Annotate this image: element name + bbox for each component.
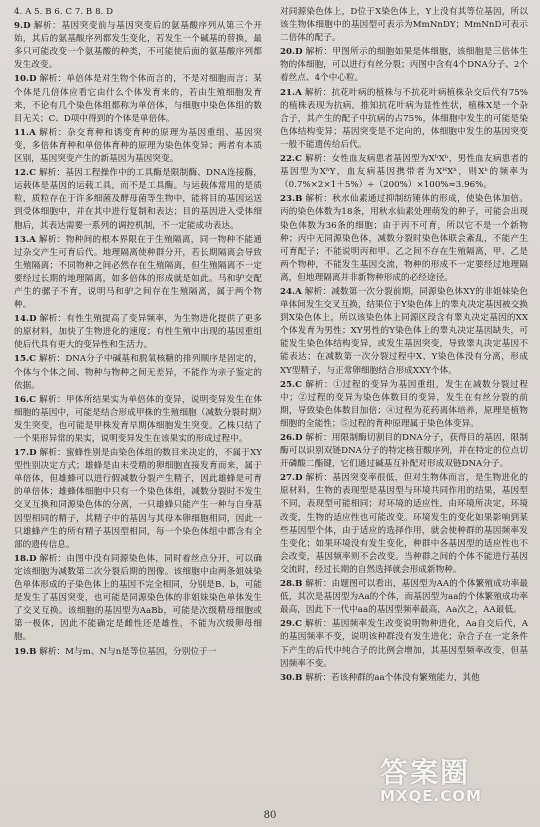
explanation-text: 解析：杂交育种和诱变育种的原理为基因重组、基因突变，多倍体育种和单倍体育种的原理为染色体变异；两者有本质区别，基因突变产生的新基因为基因突变。 <box>14 127 262 165</box>
answer-choice: D <box>295 433 303 443</box>
answer-item <box>280 472 528 577</box>
question-number: 13. <box>14 234 30 245</box>
explanation-text: 解析：基因突变率很低，但对生物体而言，是生物进化的原材料，生物的表现型是基因型与环境共同作用的结果，基因型不同，表现型可能相同；对环境的适应性，由环境所决定，环境改变，生物的适应性也可能改变。环境发生的变化如果影响到某些基因型个体，由于适应的选择作用，就会使种群的基因频率发生变化；如果环境没有发生变化，种群中各基因型的适应性也不会改变，基因频率则不会改变。当种群之间的个体不能进行基因交流时，经过长期的自然选择就会形成新物种。 <box>280 473 528 575</box>
answer-item <box>280 379 528 431</box>
explanation-text: 解析：减数第一次分裂前期，同源染色体XY的非姐妹染色单体间发生交叉互换，结果位于Y染色体上的睾丸决定基因被交换到X染色体上，所以该染色体上同源区段含有睾丸决定基因的XX个体发育为男性；XY男性的Y染色体上的睾丸决定基因缺失，可能发生染色体结构变异，或发生基因突变，导致睾丸决定基因不能表达；在减数第一次分裂过程中X、Y染色体没有分离，形成XY型精子，与正常卵细胞结合形成XXY个体。 <box>280 286 528 376</box>
question-number: 22. <box>280 154 296 165</box>
answer-choice: D <box>29 74 37 85</box>
answer-choice: B <box>29 646 37 657</box>
explanation-text: 对同源染色体上，D位于X染色体上，Y上没有其等位基因，所以该生物体细胞中的基因型可表示为MmNnDY；MmNnD可表示二倍体的配子。 <box>280 7 528 44</box>
answer-choice: B <box>295 672 303 683</box>
right-column <box>280 6 528 686</box>
answer-item <box>280 46 528 85</box>
answer-item <box>14 6 262 19</box>
answer-choice: C <box>295 379 302 390</box>
explanation-text: 解析：由图中没有同源染色体，同时着丝点分开，可以确定该细胞为减数第二次分裂后期的图像。该细胞中由两条姐妹染色单体形成的子染色体上的基因不完全相同，分别是B、b，可能是发生了基因突变，也可能是同源染色体的非姐妹染色单体发生了交叉互换。该细胞的基因型为AaBb，可能是次级精母细胞或第一极体，因此不能确定是雌性还是雄性，不能为次级卵母细胞。 <box>14 553 262 643</box>
explanation-text: 解析：蜜蜂性别是由染色体组的数目来决定的，不属于XY型性别决定方式；雄蜂是由未受精的卵细胞直接发育而来，属于单倍体，但雄蜂可以进行假减数分裂产生精子，因此雄蜂是可育的单倍体；雄蜂体细胞中只有一个染色体组，减数分裂时不发生交叉互换和同源染色体的分离，一只雄蜂只能产生一种与自身基因型相同的精子，其精子中的基因与其母本卵细胞相同，因此一只雄蜂产生的所有精子基因型相同，每一个染色体组中都含有全部的遗传信息。 <box>14 448 262 550</box>
answer-item <box>14 646 262 659</box>
question-number: 25. <box>280 379 296 390</box>
answer-choice: B <box>295 579 303 590</box>
question-number: 15. <box>14 354 30 365</box>
question-number: 23. <box>280 194 296 205</box>
answer-choice: B <box>295 194 303 205</box>
answer-item <box>14 447 262 552</box>
question-number: 18. <box>14 553 30 564</box>
answer-choice: A <box>295 286 302 297</box>
explanation-text: 解析：DNA分子中碱基和脱氧核糖的排列顺序是固定的，个体与个体之间、物种与物种之间无差异，不能作为亲子鉴定的依据。 <box>14 354 262 391</box>
answer-choice: A <box>29 127 36 138</box>
question-number: 20. <box>280 47 296 58</box>
answer-choice: C <box>29 394 36 405</box>
left-column <box>14 6 262 660</box>
question-number: 14. <box>14 314 30 325</box>
answer-choice: C <box>295 154 302 165</box>
answer-choice: D <box>29 553 37 564</box>
watermark-logo <box>380 751 530 805</box>
question-number: 27. <box>280 473 296 484</box>
answer-choice: C <box>295 619 302 630</box>
watermark-url: MXQE.COM <box>380 787 482 805</box>
question-number: 12. <box>14 168 30 179</box>
answer-item <box>14 353 262 392</box>
answer-item <box>280 153 528 192</box>
explanation-text: 解析：单倍体是对生物个体而言的，不是对细胞而言；某个体是几倍体应看它由什么个体发育来的，若由生殖细胞发育来，不论有几个染色体组都称为单倍体，与细胞中染色体组的数目无关；C、D项中得到的个体是单倍体。 <box>14 74 262 124</box>
answer-item <box>14 167 262 232</box>
answer-choice: D <box>23 21 31 32</box>
answer-choice: A <box>295 87 302 98</box>
answer-choice: C <box>29 168 36 179</box>
answer-choice: A <box>29 234 36 245</box>
question-number: 10. <box>14 74 30 85</box>
question-number: 19. <box>14 646 30 657</box>
explanation-text: 4. A 5. B 6. C 7. B 8. D <box>14 7 114 17</box>
answer-item <box>14 394 262 446</box>
explanation-text: 解析：女性血友病患者基因型为XʰXʰ，男性血友病患者的基因型为XʰY，血友病基因携带者为XᴴXʰ，则Xʰ的频率为（0.7%×2×1＋5%）÷（200%）×100%≈3.96%。 <box>280 154 528 191</box>
answer-item <box>14 20 262 72</box>
answer-choice: D <box>295 473 303 484</box>
explanation-text: 解析：秋水仙素通过抑制纺锤体的形成，使染色体加倍。丙的染色体数为18条，用秋水仙素处理萌发的种子，可能会出现染色体数为36条的细胞；由于丙不可育，所以它不是一个新物种；丙中无同源染色体，减数分裂时染色体联会紊乱，不能产生可育配子；不能说明丙和甲、乙之间不存在生殖隔离，甲、乙是两个物种，不能发生基因交流，物种的形成不一定要经过地理隔离，但地理隔离并非新物种形成的必经途径。 <box>280 194 528 283</box>
answer-item <box>14 234 262 313</box>
question-number: 21. <box>280 87 296 98</box>
answer-item <box>14 553 262 645</box>
explanation-text: 解析：抗花叶病的植株与不抗花叶病植株杂交后代有75%的植株表现为抗病，推知抗花叶病为显性性状，植株X是一个杂合子，其产生的配子中抗病的占75%，体细胞中发生的可能是染色体结构变异；基因突变是不定向的，体细胞中发生的基因突变一般不能遗传给后代。 <box>280 87 528 150</box>
explanation-text: 解析：物种间的根本界限在于生殖隔离，同一物种不能通过杂交产生可育后代。地理隔离使种群分开，若长期隔离会导致生殖隔离；不同物种之间必然存在生殖隔离，但生殖隔离不一定要经过长期的地理隔离，如多倍体的形成就是如此。马和驴交配产生的骡子不育，说明马和驴之间存在生殖隔离，属于两个物种。 <box>14 234 262 311</box>
explanation-text: 解析：用限制酶切割目的DNA分子，获得目的基因，限制酶可以识别双链DNA分子的特定核苷酸序列，并在特定的位点切开磷酸二酯键，它们通过碱基互补配对形成双链DNA分子。 <box>280 433 528 470</box>
answer-choice: D <box>29 448 37 459</box>
question-number: 28. <box>280 579 296 590</box>
question-number: 11. <box>14 127 30 138</box>
question-number: 16. <box>14 394 30 405</box>
answer-item <box>280 87 528 152</box>
answer-item <box>14 313 262 352</box>
answer-item <box>280 672 528 685</box>
answer-item <box>280 286 528 378</box>
answer-choice: D <box>29 314 37 325</box>
answer-item <box>280 193 528 285</box>
explanation-text: 解析：基因工程操作中的工具酶是限制酶、DNA连接酶，运载体是基因的运载工具，而不是工具酶。与运载体常用的是质粒，质粒存在于许多细菌及酵母菌等生物中，能将目的基因运送到受体细胞中，并在其中进行复制和表达；目的基因进入受体细胞后，其表达需要一系列的调控机制，不一定能成功表达。 <box>14 168 262 231</box>
answer-item <box>280 618 528 670</box>
explanation-text: 解析：甲图所示的细胞如果是体细胞，该细胞是三倍体生物的体细胞，可以进行有丝分裂；丙图中含有4个DNA分子、2个着丝点、4个中心粒。 <box>280 47 528 84</box>
question-number: 17. <box>14 448 30 459</box>
explanation-text: 解析：由题图可以看出，基因型为AA的个体繁殖成功率最低，其次是基因型为Aa的个体，而基因型为aa的个体繁殖成功率最高，因此下一代中aa的基因型频率最高，Aa次之，AA最低。 <box>280 579 528 616</box>
question-number: 29. <box>280 619 296 630</box>
answer-item <box>280 6 528 45</box>
explanation-text: 解析：基因突变前与基因突变后的氨基酸序列从第三个开始，其后的氨基酸序列都发生变化，若发生一个碱基的替换，最多只可能改变一个氨基酸的种类，不可能使后面的氨基酸序列都发生改变。 <box>14 21 262 71</box>
answer-item <box>280 578 528 617</box>
answer-item <box>14 127 262 166</box>
question-number: 26. <box>280 433 296 443</box>
explanation-text: 解析：①过程的变异为基因重组，发生在减数分裂过程中；②过程的变异为染色体数目的变异，发生在有丝分裂的前期，导致染色体数目加倍；④过程为花药离体培养，原理是植物细胞的全能性；⑤过程的育种原理属于染色体变异。 <box>280 379 528 429</box>
answer-choice: C <box>29 354 36 365</box>
answer-item <box>280 432 528 471</box>
question-number: 30. <box>280 672 296 683</box>
answer-item <box>14 73 262 125</box>
explanation-text: 解析：若该种群的aa个体没有繁殖能力，其他 <box>305 672 480 683</box>
explanation-text: 解析：M与m、N与n是等位基因，分别位于一 <box>39 646 217 657</box>
question-number: 9. <box>14 21 24 32</box>
answer-choice: D <box>295 47 303 58</box>
question-number: 24. <box>280 286 296 297</box>
explanation-text: 解析：甲体所结果实为单倍体的变异，说明变异发生在体细胞的基因中，可能是结合形成甲株的生殖细胞（减数分裂时期）发生突变，也可能是甲株发育早期体细胞发生突变。乙株只结了一个果形异常的果实，说明变异发生在该果实的形成过程中。 <box>14 394 262 444</box>
page-number: 80 <box>263 810 277 821</box>
explanation-text: 解析：基因频率发生改变说明物种进化，Aa自交后代，A的基因频率不变，说明该种群没有发生进化；杂合子在一定条件下产生的后代中纯合子的比例会增加，其基因型频率改变，但基因频率不变。 <box>280 619 528 669</box>
explanation-text: 解析：有性生殖提高了变异频率，为生物进化提供了更多的原材料，加快了生物进化的速度；有性生殖中出现的基因重组使后代具有更大的变异性和生活力。 <box>14 314 262 351</box>
watermark-text: 答案圈 <box>380 756 471 789</box>
